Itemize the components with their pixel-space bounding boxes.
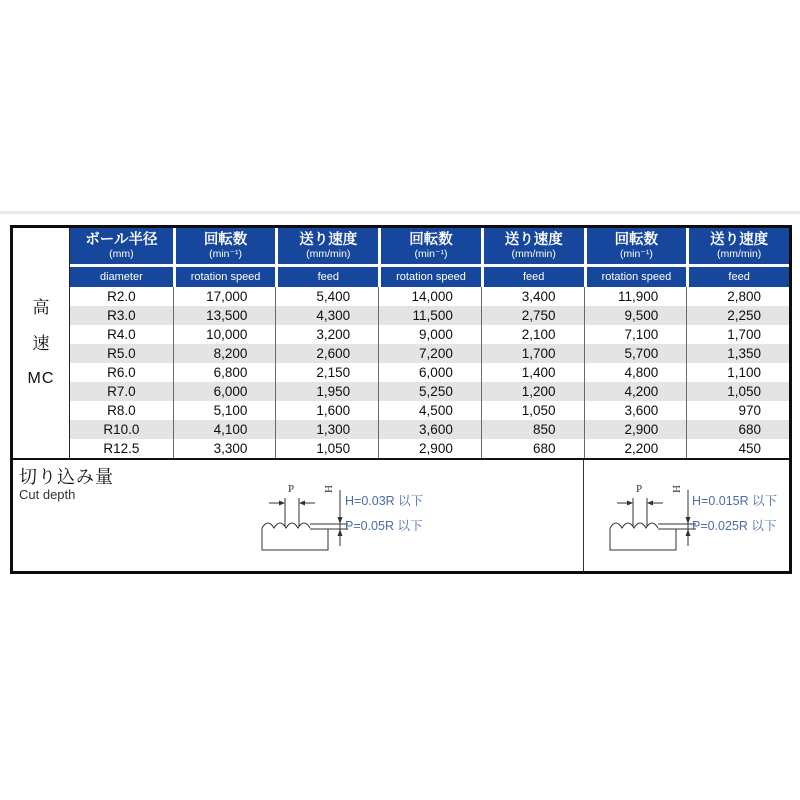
feed-cell: 2,150	[275, 363, 378, 382]
column-header-unit: (min⁻¹)	[414, 247, 448, 260]
header-row-english	[70, 267, 789, 287]
height-letter: H	[670, 485, 682, 493]
column-header	[584, 228, 687, 264]
feed-cell: 5,400	[275, 287, 378, 306]
table-row	[70, 382, 789, 401]
table-row	[70, 363, 789, 382]
machine-type-char: 高	[32, 298, 50, 317]
diameter-cell: R4.0	[107, 327, 136, 342]
rotation-speed-cell: 3,300	[173, 439, 276, 458]
feed-cell: 2,750	[481, 306, 584, 325]
table-row	[70, 420, 789, 439]
feed-cell: 2,800	[686, 287, 789, 306]
feed-cell: 4,300	[275, 306, 378, 325]
rotation-speed-cell: 6,000	[173, 382, 276, 401]
column-subheader	[378, 267, 481, 287]
rotation-speed-cell: 2,900	[584, 420, 687, 439]
column-header	[173, 228, 276, 264]
rotation-speed-cell: 5,250	[378, 382, 481, 401]
column-header-unit: (mm)	[109, 247, 134, 260]
rotation-speed-cell: 10,000	[173, 325, 276, 344]
column-header-unit: (min⁻¹)	[209, 247, 243, 260]
pick-feed-spec-left: P=0.05R 以下	[345, 519, 423, 533]
data-grid	[70, 228, 789, 458]
scallop-diagram-left	[258, 476, 354, 554]
feed-cell: 2,600	[275, 344, 378, 363]
column-subheader-label: rotation speed	[190, 271, 261, 283]
column-header-title: 送り速度	[504, 231, 563, 248]
feed-cell: 850	[481, 420, 584, 439]
column-subheader	[275, 267, 378, 287]
cusp-height-spec-right: H=0.015R 以下	[692, 494, 778, 508]
table-row	[70, 401, 789, 420]
cut-depth-title-en: Cut depth	[19, 487, 76, 502]
table-row	[70, 325, 789, 344]
column-subheader-label: feed	[728, 271, 750, 283]
table-body	[70, 287, 789, 458]
feed-cell: 1,950	[275, 382, 378, 401]
feed-cell: 1,350	[686, 344, 789, 363]
header-row-japanese	[70, 228, 789, 264]
rotation-speed-cell: 2,200	[584, 439, 687, 458]
pitch-letter: P	[288, 483, 295, 495]
column-header-title: 回転数	[409, 231, 453, 248]
rotation-speed-cell: 11,500	[378, 306, 481, 325]
feed-cell: 1,300	[275, 420, 378, 439]
cutting-conditions-table	[10, 225, 792, 574]
feed-cell: 680	[686, 420, 789, 439]
column-header-title: ボール半径	[85, 231, 158, 248]
rotation-speed-cell: 9,000	[378, 325, 481, 344]
feed-cell: 2,100	[481, 325, 584, 344]
rotation-speed-cell: 7,100	[584, 325, 687, 344]
column-header	[70, 228, 173, 264]
column-subheader-label: rotation speed	[396, 271, 466, 283]
feed-cell: 1,700	[481, 344, 584, 363]
column-subheader-label: feed	[522, 271, 545, 283]
cut-depth-section	[13, 458, 789, 571]
column-header	[481, 228, 584, 264]
rotation-speed-cell: 6,000	[378, 363, 481, 382]
rotation-speed-cell: 14,000	[378, 287, 481, 306]
diameter-cell: R7.0	[107, 384, 136, 399]
feed-cell: 3,200	[275, 325, 378, 344]
column-header-unit: (mm/min)	[306, 247, 351, 260]
feed-cell: 680	[481, 439, 584, 458]
rotation-speed-cell: 2,900	[378, 439, 481, 458]
cut-depth-title-jp: 切り込み量	[19, 467, 114, 487]
feed-cell: 2,250	[686, 306, 789, 325]
diameter-cell: R6.0	[107, 365, 136, 380]
rotation-speed-cell: 3,600	[378, 420, 481, 439]
column-subheader-label: feed	[317, 271, 339, 283]
feed-cell: 1,700	[686, 325, 789, 344]
rotation-speed-cell: 5,700	[584, 344, 687, 363]
column-header	[275, 228, 378, 264]
column-header-title: 送り速度	[710, 231, 769, 248]
diameter-cell: R12.5	[103, 441, 140, 456]
column-subheader	[584, 267, 687, 287]
machine-type-char: 速	[32, 334, 50, 353]
rotation-speed-cell: 7,200	[378, 344, 481, 363]
column-header	[378, 228, 481, 264]
column-header-unit: (mm/min)	[511, 247, 556, 260]
feed-cell: 1,100	[686, 363, 789, 382]
height-letter: H	[322, 485, 334, 493]
feed-cell: 3,400	[481, 287, 584, 306]
column-subheader	[686, 267, 789, 287]
column-header-unit: (min⁻¹)	[619, 247, 653, 260]
pick-feed-spec-right: P=0.025R 以下	[692, 519, 777, 533]
feed-cell: 1,050	[481, 401, 584, 420]
machine-type-code: MC	[27, 370, 55, 387]
column-header	[686, 228, 789, 264]
section-divider-line	[0, 211, 800, 214]
cut-depth-divider	[583, 460, 584, 571]
column-header-title: 送り速度	[299, 231, 358, 248]
rotation-speed-cell: 17,000	[173, 287, 276, 306]
table-row	[70, 306, 789, 325]
feed-cell: 1,600	[275, 401, 378, 420]
column-subheader-label: rotation speed	[601, 271, 672, 283]
cusp-height-spec-left: H=0.03R 以下	[345, 494, 424, 508]
rotation-speed-cell: 11,900	[584, 287, 687, 306]
feed-cell: 1,050	[275, 439, 378, 458]
table-row	[70, 344, 789, 363]
rotation-speed-cell: 9,500	[584, 306, 687, 325]
feed-cell: 450	[686, 439, 789, 458]
rotation-speed-cell: 4,800	[584, 363, 687, 382]
table-upper-section	[13, 228, 789, 458]
diameter-cell: R3.0	[107, 308, 136, 323]
rotation-speed-cell: 3,600	[584, 401, 687, 420]
column-header-title: 回転数	[203, 231, 248, 248]
table-row	[70, 287, 789, 306]
table-row	[70, 439, 789, 458]
column-subheader	[481, 267, 584, 287]
rotation-speed-cell: 4,500	[378, 401, 481, 420]
rotation-speed-cell: 6,800	[173, 363, 276, 382]
feed-cell: 1,200	[481, 382, 584, 401]
column-subheader	[173, 267, 276, 287]
column-header-unit: (mm/min)	[716, 247, 762, 260]
diameter-cell: R5.0	[107, 346, 136, 361]
rotation-speed-cell: 13,500	[173, 306, 276, 325]
diameter-cell: R2.0	[107, 289, 136, 304]
rotation-speed-cell: 4,200	[584, 382, 687, 401]
feed-cell: 970	[686, 401, 789, 420]
diameter-cell: R8.0	[107, 403, 136, 418]
pitch-letter: P	[636, 483, 643, 495]
diameter-cell: R10.0	[103, 422, 140, 437]
column-subheader	[70, 267, 173, 287]
column-subheader-label: diameter	[99, 271, 143, 283]
feed-cell: 1,050	[686, 382, 789, 401]
rotation-speed-cell: 8,200	[173, 344, 276, 363]
scallop-diagram-right	[606, 476, 702, 554]
rotation-speed-cell: 4,100	[173, 420, 276, 439]
machine-type-label	[13, 228, 70, 458]
column-header-title: 回転数	[614, 231, 659, 248]
feed-cell: 1,400	[481, 363, 584, 382]
rotation-speed-cell: 5,100	[173, 401, 276, 420]
